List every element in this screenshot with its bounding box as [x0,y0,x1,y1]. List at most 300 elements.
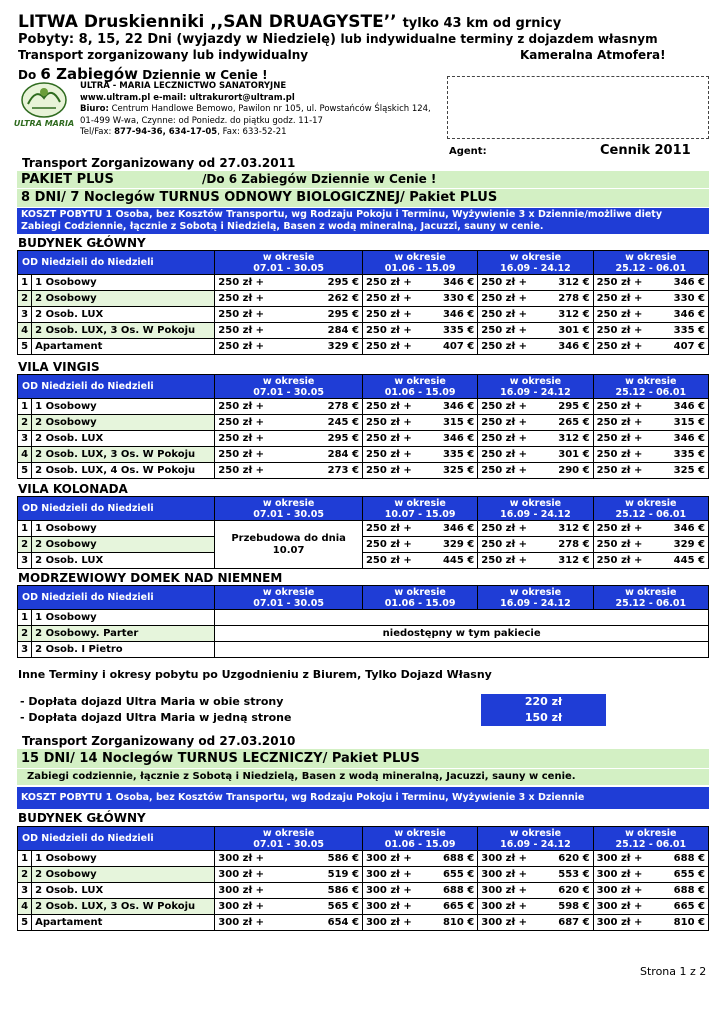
price-eur: 335 € [647,323,709,339]
price-pln: 300 zł + [593,851,647,867]
koszt2-info: KOSZT POBYTU 1 Osoba, bez Kosztów Transportu, wg Rodzaju Pokoju i Terminu, Wyżywienie 3 x Dziennie [17,787,709,809]
price-eur: 329 € [647,537,709,553]
price-pln: 250 zł + [362,431,416,447]
price-pln: 250 zł + [362,521,416,537]
room-type: 2 Osob. I Pietro [32,642,215,658]
period-label: w okresie [625,251,677,263]
period-dates: 25.12 - 06.01 [615,508,687,520]
price-eur: 346 € [416,307,478,323]
doplata-obie-label: - Dopłata dojazd Ultra Maria w obie strony [20,695,284,708]
period-label: w okresie [625,375,677,387]
price-eur: 688 € [416,851,478,867]
row-number: 4 [18,899,32,915]
price-pln: 300 zł + [593,883,647,899]
period-header [478,497,593,521]
table-row [18,307,709,323]
period-header [362,375,477,399]
price-pln: 300 zł + [215,883,269,899]
period-header [362,251,477,275]
row-number: 4 [18,323,32,339]
period-label: w okresie [262,497,315,509]
empty-cell [215,610,709,626]
period-label: w okresie [262,586,315,598]
table-row [18,642,709,658]
turnus2-bar: 15 DNI/ 14 Noclegów TURNUS LECZNICZY/ Pakiet PLUS [17,749,709,768]
price-pln: 250 zł + [593,275,647,291]
room-type: 2 Osob. LUX [32,431,215,447]
koszt-info: KOSZT POBYTU 1 Osoba, bez Kosztów Transportu, wg Rodzaju Pokoju i Terminu, Wyżywienie 3 x Dziennie/możliwe diety Zabiegi Codziennie, łącznie z Sobotą i Niedzielą, Basen z wodą mineralną, Jacuzzi, sauny w cenie. [17,208,709,234]
zabiegi-line: Do 6 Zabiegów Dziennie w Cenie ! [18,65,268,83]
row-number: 2 [18,537,32,553]
price-pln: 250 zł + [362,447,416,463]
pakiet-bar: PAKIET PLUS /Do 6 Zabiegów Dziennie w Cenie ! [17,171,709,188]
price-eur: 273 € [268,463,362,479]
period-dates: 07.01 - 30.05 [253,508,324,520]
price-pln: 300 zł + [215,851,269,867]
room-type: 2 Osobowy. Parter [32,626,215,642]
period-label: w okresie [509,251,562,263]
price-pln: 250 zł + [478,275,532,291]
building-kolonada-title: VILA KOLONADA [18,482,128,496]
row-number: 3 [18,883,32,899]
price-eur: 810 € [647,915,709,931]
price-eur: 553 € [531,867,593,883]
agent-stamp-box [447,76,709,139]
inne-terminy-note: Inne Terminy i okresy pobytu po Uzgodnieniu z Biurem, Tylko Dojazd Własny [18,668,492,681]
company-name: ULTRA - MARIA LECZNICTWO SANATORYJNE [80,81,287,91]
price-eur: 598 € [531,899,593,915]
price-pln: 250 zł + [362,323,416,339]
period-dates: 10.07 - 15.09 [384,508,456,520]
price-eur: 312 € [531,431,593,447]
period-dates: 25.12 - 06.01 [615,386,687,398]
page-title: LITWA Druskienniki ,,SAN DRUAGYSTE’’ tylko 43 km od grnicy [18,12,562,32]
price-pln: 250 zł + [362,307,416,323]
price-pln: 250 zł + [478,447,532,463]
row-number: 2 [18,291,32,307]
price-eur: 346 € [647,399,709,415]
table-row [18,323,709,339]
section1-transport: Transport Zorganizowany od 27.03.2011 [22,156,296,170]
room-type: 2 Osobowy [32,867,215,883]
price-eur: 265 € [531,415,593,431]
turnus-bar: 8 DNI/ 7 Noclegów TURNUS ODNOWY BIOLOGICZNEJ/ Pakiet PLUS [17,189,709,207]
price-eur: 445 € [416,553,478,569]
price-eur: 346 € [647,521,709,537]
price-pln: 250 zł + [478,291,532,307]
price-pln: 250 zł + [215,339,269,355]
price-eur: 346 € [416,399,478,415]
period-dates: 16.09 - 24.12 [500,838,571,850]
logo-text: ULTRA MARIA [14,119,74,128]
period-header [215,827,363,851]
price-eur: 654 € [268,915,362,931]
price-pln: 250 zł + [362,339,416,355]
room-type: 1 Osobowy [32,521,215,537]
room-type: 2 Osob. LUX, 4 Os. W Pokoju [32,463,215,479]
period-label: w okresie [509,497,562,509]
period-dates: 07.01 - 30.05 [253,262,324,274]
room-type: 1 Osobowy [32,610,215,626]
period-dates: 01.06 - 15.09 [384,262,456,274]
price-eur: 301 € [531,447,593,463]
room-type: 2 Osob. LUX [32,307,215,323]
price-eur: 284 € [268,323,362,339]
building-glowny-title: BUDYNEK GŁÓWNY [18,236,146,250]
price-eur: 688 € [647,851,709,867]
period-header [215,251,363,275]
price-eur: 290 € [531,463,593,479]
price-pln: 250 zł + [478,431,532,447]
price-pln: 250 zł + [215,447,269,463]
room-type: 2 Osob. LUX, 3 Os. W Pokoju [32,899,215,915]
row-number: 5 [18,915,32,931]
room-type: 1 Osobowy [32,399,215,415]
price-eur: 315 € [416,415,478,431]
period-header [478,827,593,851]
period-header [593,586,708,610]
price-pln: 300 zł + [362,883,416,899]
period-dates: 16.09 - 24.12 [500,597,571,609]
price-eur: 278 € [531,537,593,553]
room-type: Apartament [32,339,215,355]
section2-transport: Transport Zorganizowany od 27.03.2010 [22,734,296,748]
period-dates: 25.12 - 06.01 [615,838,687,850]
price-eur: 295 € [268,275,362,291]
price-pln: 250 zł + [593,323,647,339]
price-eur: 445 € [647,553,709,569]
building-vingis-title: VILA VINGIS [18,360,100,374]
price-eur: 687 € [531,915,593,931]
room-type: 2 Osob. LUX [32,883,215,899]
price-pln: 300 zł + [362,851,416,867]
building-modrzewiowy-title: MODRZEWIOWY DOMEK NAD NIEMNEM [18,571,283,585]
column-header-od: OD Niedzieli do Niedzieli [18,827,215,851]
price-eur: 312 € [531,521,593,537]
doplata-jedna-value: 150 zł [481,710,606,726]
price-table-modrzewiowy [17,585,709,658]
company-web: www.ultram.pl e-mail: ultrakurort@ultram.pl [80,92,295,103]
row-number: 2 [18,867,32,883]
price-eur: 315 € [647,415,709,431]
column-header-od: OD Niedzieli do Niedzieli [18,586,215,610]
price-pln: 300 zł + [478,883,532,899]
price-eur: 407 € [416,339,478,355]
price-eur: 519 € [268,867,362,883]
price-eur: 295 € [268,307,362,323]
price-eur: 278 € [268,399,362,415]
price-pln: 250 zł + [478,537,532,553]
price-eur: 335 € [647,447,709,463]
price-pln: 250 zł + [362,553,416,569]
table-row [18,415,709,431]
period-header [593,827,708,851]
room-type: 2 Osobowy [32,415,215,431]
room-type: 2 Osob. LUX, 3 Os. W Pokoju [32,447,215,463]
period-dates: 01.06 - 15.09 [384,386,456,398]
period-dates: 16.09 - 24.12 [500,262,571,274]
row-number: 5 [18,463,32,479]
price-pln: 300 zł + [478,899,532,915]
price-eur: 620 € [531,883,593,899]
przebudowa-note: Przebudowa do dnia 10.07 [215,521,363,569]
period-header [215,586,363,610]
zabiegi2-bar: Zabiegi codziennie, łącznie z Sobotą i Niedzielą, Basen z wodą mineralną, Jacuzzi, sauny w cenie. [17,769,709,785]
table-row [18,275,709,291]
period-label: w okresie [394,827,446,839]
price-pln: 250 zł + [478,521,532,537]
row-number: 3 [18,642,32,658]
price-eur: 688 € [416,883,478,899]
price-pln: 300 zł + [593,899,647,915]
price-pln: 300 zł + [215,915,269,931]
period-header [215,375,363,399]
price-table-kolonada [17,496,709,569]
row-number: 1 [18,399,32,415]
price-pln: 250 zł + [478,553,532,569]
price-eur: 655 € [416,867,478,883]
price-eur: 312 € [531,553,593,569]
period-dates: 01.06 - 15.09 [384,597,456,609]
price-eur: 284 € [268,447,362,463]
price-pln: 250 zł + [593,399,647,415]
price-eur: 407 € [647,339,709,355]
price-eur: 810 € [416,915,478,931]
page-number: Strona 1 z 2 [640,965,707,978]
price-eur: 301 € [531,323,593,339]
period-dates: 07.01 - 30.05 [253,838,324,850]
table-row [18,899,709,915]
price-eur: 335 € [416,447,478,463]
price-pln: 250 zł + [478,323,532,339]
price-eur: 329 € [416,537,478,553]
price-eur: 346 € [647,431,709,447]
period-label: w okresie [394,586,446,598]
period-label: w okresie [509,586,562,598]
table-row [18,431,709,447]
period-header [478,375,593,399]
table-row [18,883,709,899]
price-eur: 330 € [416,291,478,307]
price-eur: 325 € [647,463,709,479]
price-pln: 250 zł + [478,307,532,323]
period-label: w okresie [394,497,446,509]
agent-label: Agent: [449,146,487,157]
period-header [362,497,477,521]
price-eur: 665 € [416,899,478,915]
period-dates: 25.12 - 06.01 [615,597,687,609]
atmosfera-line: Kameralna Atmofera! [520,48,666,62]
row-number: 2 [18,626,32,642]
price-pln: 250 zł + [593,307,647,323]
price-pln: 250 zł + [593,431,647,447]
price-eur: 655 € [647,867,709,883]
price-pln: 250 zł + [478,339,532,355]
room-type: 2 Osobowy [32,291,215,307]
row-number: 1 [18,851,32,867]
price-pln: 250 zł + [478,463,532,479]
column-header-od: OD Niedzieli do Niedzieli [18,375,215,399]
price-pln: 300 zł + [362,915,416,931]
price-pln: 250 zł + [215,323,269,339]
price-pln: 300 zł + [362,899,416,915]
price-pln: 250 zł + [593,339,647,355]
transport-line: Transport zorganizowany lub indywidualny [18,48,309,62]
price-pln: 300 zł + [478,867,532,883]
column-header-od: OD Niedzieli do Niedzieli [18,497,215,521]
period-header [593,251,708,275]
price-eur: 346 € [416,521,478,537]
price-pln: 250 zł + [215,275,269,291]
period-dates: 01.06 - 15.09 [384,838,456,850]
price-pln: 300 zł + [362,867,416,883]
price-eur: 586 € [268,851,362,867]
price-eur: 329 € [268,339,362,355]
table-row [18,851,709,867]
table-row [18,537,709,553]
table-row [18,399,709,415]
period-header [593,375,708,399]
table-row [18,521,709,537]
price-eur: 325 € [416,463,478,479]
period-label: w okresie [262,375,315,387]
price-eur: 586 € [268,883,362,899]
price-eur: 312 € [531,275,593,291]
price-pln: 300 zł + [478,851,532,867]
price-eur: 346 € [647,307,709,323]
period-label: w okresie [262,827,315,839]
row-number: 3 [18,553,32,569]
period-dates: 25.12 - 06.01 [615,262,687,274]
price-eur: 312 € [531,307,593,323]
row-number: 5 [18,339,32,355]
period-label: w okresie [262,251,315,263]
price-pln: 250 zł + [593,553,647,569]
price-pln: 250 zł + [478,399,532,415]
period-dates: 07.01 - 30.05 [253,597,324,609]
price-pln: 300 zł + [593,867,647,883]
price-eur: 665 € [647,899,709,915]
table-row [18,339,709,355]
room-type: Apartament [32,915,215,931]
pobyty-line: Pobyty: 8, 15, 22 Dni (wyjazdy w Niedzielę) lub indywidualne terminy z dojazdem własnym [18,32,658,47]
period-header [215,497,363,521]
price-pln: 250 zł + [593,521,647,537]
table-row [18,447,709,463]
table-row [18,553,709,569]
price-pln: 250 zł + [215,415,269,431]
table-row [18,626,709,642]
room-type: 2 Osob. LUX, 3 Os. W Pokoju [32,323,215,339]
unavailable-note: niedostępny w tym pakiecie [215,626,709,642]
company-address: ULTRA - MARIA LECZNICTWO SANATORYJNE www.ultram.pl e-mail: ultrakurort@ultram.pl Biuro: Centrum Handlowe Bemowo, Pawilon nr 105, ul. Powstańców Śląskich 124, 01-499 W-wa, Czynne: od Poniedz. do piątku godz. 11-17 Tel/Fax: 877-94-36, 634-17-05, Fax: 633-52-21 [80,81,431,137]
room-type: 1 Osobowy [32,851,215,867]
price-pln: 250 zł + [362,399,416,415]
price-pln: 250 zł + [362,463,416,479]
row-number: 1 [18,521,32,537]
period-header [362,827,477,851]
price-pln: 250 zł + [215,463,269,479]
price-eur: 688 € [647,883,709,899]
price-pln: 300 zł + [593,915,647,931]
period-dates: 16.09 - 24.12 [500,508,571,520]
table-row [18,291,709,307]
period-header [362,586,477,610]
cennik-year: Cennik 2011 [600,143,691,158]
doplata-jedna-label: - Dopłata dojazd Ultra Maria w jedną strone [20,711,292,724]
price-eur: 295 € [268,431,362,447]
row-number: 3 [18,431,32,447]
price-pln: 300 zł + [478,915,532,931]
price-eur: 346 € [416,275,478,291]
period-label: w okresie [509,827,562,839]
period-dates: 16.09 - 24.12 [500,386,571,398]
doplata-obie-value: 220 zł [481,694,606,710]
period-header [478,251,593,275]
price-eur: 245 € [268,415,362,431]
period-label: w okresie [509,375,562,387]
period-header [593,497,708,521]
period-label: w okresie [625,497,677,509]
price-pln: 250 zł + [593,415,647,431]
price-eur: 346 € [416,431,478,447]
table-row [18,610,709,626]
price-pln: 250 zł + [593,291,647,307]
price-pln: 250 zł + [593,463,647,479]
price-eur: 330 € [647,291,709,307]
room-type: 2 Osob. LUX [32,553,215,569]
price-pln: 250 zł + [362,537,416,553]
price-pln: 250 zł + [593,537,647,553]
price-pln: 250 zł + [215,291,269,307]
ultra-maria-logo [14,78,74,130]
period-label: w okresie [625,827,677,839]
period-label: w okresie [625,586,677,598]
row-number: 2 [18,415,32,431]
price-eur: 620 € [531,851,593,867]
row-number: 4 [18,447,32,463]
room-type: 1 Osobowy [32,275,215,291]
price-pln: 250 zł + [593,447,647,463]
price-eur: 346 € [531,339,593,355]
row-number: 1 [18,610,32,626]
price-table-glowny [17,250,709,355]
period-label: w okresie [394,375,446,387]
price-eur: 346 € [647,275,709,291]
price-table-leczniczy [17,826,709,931]
column-header-od: OD Niedzieli do Niedzieli [18,251,215,275]
row-number: 1 [18,275,32,291]
price-pln: 300 zł + [215,899,269,915]
price-pln: 250 zł + [362,415,416,431]
room-type: 2 Osobowy [32,537,215,553]
empty-cell [215,642,709,658]
table-row [18,463,709,479]
price-eur: 335 € [416,323,478,339]
price-pln: 300 zł + [215,867,269,883]
period-dates: 07.01 - 30.05 [253,386,324,398]
price-table-vingis [17,374,709,479]
price-pln: 250 zł + [362,291,416,307]
price-pln: 250 zł + [478,415,532,431]
price-pln: 250 zł + [215,399,269,415]
row-number: 3 [18,307,32,323]
price-eur: 262 € [268,291,362,307]
table-row [18,915,709,931]
table-row [18,867,709,883]
price-eur: 565 € [268,899,362,915]
building-glowny2-title: BUDYNEK GŁÓWNY [18,811,146,825]
